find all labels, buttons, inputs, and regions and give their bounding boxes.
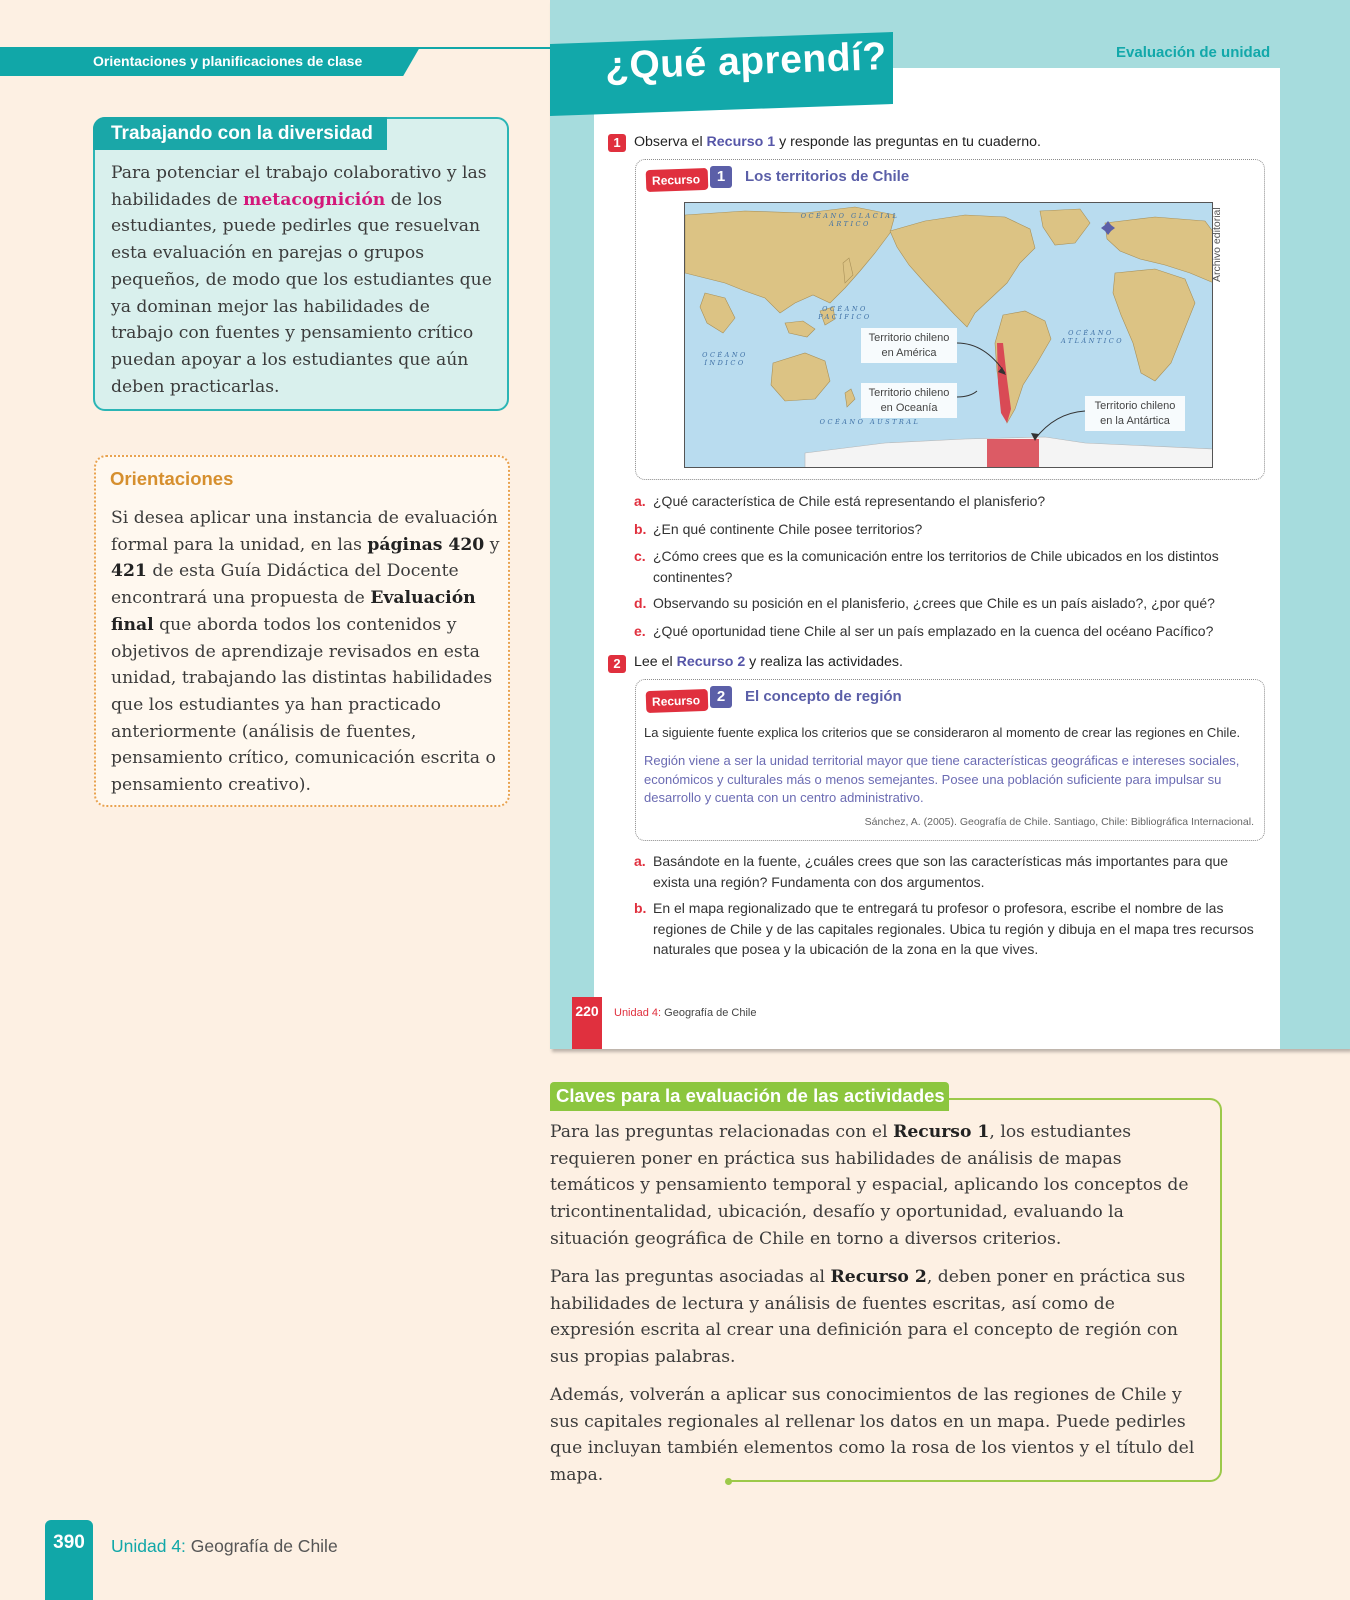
header-title: Orientaciones y planificaciones de clase [93,53,363,69]
book-page-number: 220 [572,997,602,1049]
map-arrows [685,203,1213,468]
recurso-2-badge: Recurso [646,689,709,713]
page-number: 390 [53,1532,85,1553]
question-2-prompt: Lee el Recurso 2 y realiza las actividades. [634,654,903,670]
orientaciones-text: Si desea aplicar una instancia de evaluación formal para la unidad, en las páginas 420 y 421 de esta Guía Didáctica del Docente encontrará una propuesta de Evaluación final que aborda todos los contenidos y objetivos de aprendizaje revisados en esta unidad, trabajando las distintas habilidades que los estudiantes ya han practicado anteriormente (análisis de fuentes, pensamiento crítico, comunicación escrita o pensamiento creativo). [111,508,500,796]
world-map [684,202,1213,468]
ocean-label-atlantico: OCÉANO ATLÁNTICO [1061,329,1125,345]
diversity-title: Trabajando con la diversidad [93,117,387,150]
recurso-2-title: El concepto de región [745,688,902,705]
recurso-1-badge: Recurso [646,168,709,192]
source-intro: La siguiente fuente explica los criterios que se consideraron al momento de crear las regiones en Chile. [644,725,1241,740]
label-territorio-oceania: Territorio chileno en Oceanía [861,383,957,418]
diversity-text: Para potenciar el trabajo colaborativo y las habilidades de metacognición de los estudiantes, puede pedirles que resuelvan esta evaluación en parejas o grupos pequeños, de modo que los estudiantes que ya dominan mejor las habilidades de trabajo con fuentes y pensamiento crítico puedan apoyar a los estudiantes que aún deben practicarlas. [111,163,492,397]
ocean-label-austral: OCÉANO AUSTRAL [819,418,921,426]
question-1-number: 1 [608,134,626,152]
claves-paragraph-1: Para las preguntas relacionadas con el Recurso 1, los estudiantes requieren poner en práctica sus habilidades de análisis de mapas temáticos y pensamiento temporal y espacial, aplicando los conceptos de tricontinentalidad, ubicación, desafío y oportunidad, evaluando la situación geográfica de Chile en torno a diversos criterios. [550,1122,1189,1249]
map-credit: Archivo editorial [1211,207,1223,282]
source-citation: Sánchez, A. (2005). Geografía de Chile. Santiago, Chile: Bibliográfica Internacional. [864,816,1254,828]
ocean-label-indico: OCÉANO ÍNDICO [702,351,748,367]
q2-item-b: b. En el mapa regionalizado que te entregará tu profesor o profesora, escribe el nombre de las regiones de Chile y de las capitales regionales. Ubica tu región y dibuja en el mapa tres recursos naturales que posea y la ubicación de la zona en la que vives. [634,900,1254,957]
claves-paragraph-2: Para las preguntas asociadas al Recurso 2, deben poner en práctica sus habilidades de lectura y análisis de fuentes escritas, así como de expresión escrita al crear una definición para el concepto de región con sus propias palabras. [550,1267,1186,1368]
page-footer: Unidad 4: Geografía de Chile [111,1536,338,1556]
book-title: ¿Qué aprendí? [604,35,888,88]
question-2-number: 2 [608,655,626,673]
q2-item-a: a. Basándote en la fuente, ¿cuáles crees que son las características más importantes para que exista una región? Fundamenta con dos argumentos. [634,853,1229,890]
q1-item-d: d. Observando su posición en el planisferio, ¿crees que Chile es un país aislado?, ¿por qué? [634,595,1215,611]
recurso-2-number: 2 [710,686,732,708]
claves-title: Claves para la evaluación de las actividades [550,1082,949,1111]
q1-item-c: c. ¿Cómo crees que es la comunicación entre los territorios de Chile ubicados en los distintos continentes? [634,548,1219,585]
ocean-label-artico: OCÉANO GLACIAL ÁRTICO [800,212,900,228]
book-footer: Unidad 4: Geografía de Chile [614,1007,757,1019]
label-territorio-america: Territorio chileno en América [861,328,957,363]
question-1-prompt: Observa el Recurso 1 y responde las preguntas en tu cuaderno. [634,134,1041,150]
label-territorio-antartica: Territorio chileno en la Antártica [1085,396,1185,431]
recurso-1-title: Los territorios de Chile [745,168,910,185]
diversity-highlight: metacognición [243,189,386,210]
orientaciones-title: Orientaciones [110,468,234,489]
ocean-label-pacifico: OCÉANO PACÍFICO [818,305,872,321]
book-section-label: Evaluación de unidad [1116,44,1271,61]
recurso-1-number: 1 [710,166,732,188]
q1-item-e: e. ¿Qué oportunidad tiene Chile al ser un país emplazado en la cuenca del océano Pacífico? [634,623,1214,639]
q1-item-a: a. ¿Qué característica de Chile está representando el planisferio? [634,493,1046,509]
q1-item-b: b. ¿En qué continente Chile posee territorios? [634,521,923,537]
claves-paragraph-3: Además, volverán a aplicar sus conocimientos de las regiones de Chile y sus capitales regionales al rellenar los datos en un mapa. Puede pedirles que incluyan también elementos como la rosa de los vientos y el título del mapa. [550,1385,1195,1486]
source-quote: Región viene a ser la unidad territorial mayor que tiene características geográficas e intereses sociales, económicos y culturales más o menos semejantes. Posee una población suficiente para impulsar su desarrollo y cuenta con un centro administrativo. [644,753,1240,805]
